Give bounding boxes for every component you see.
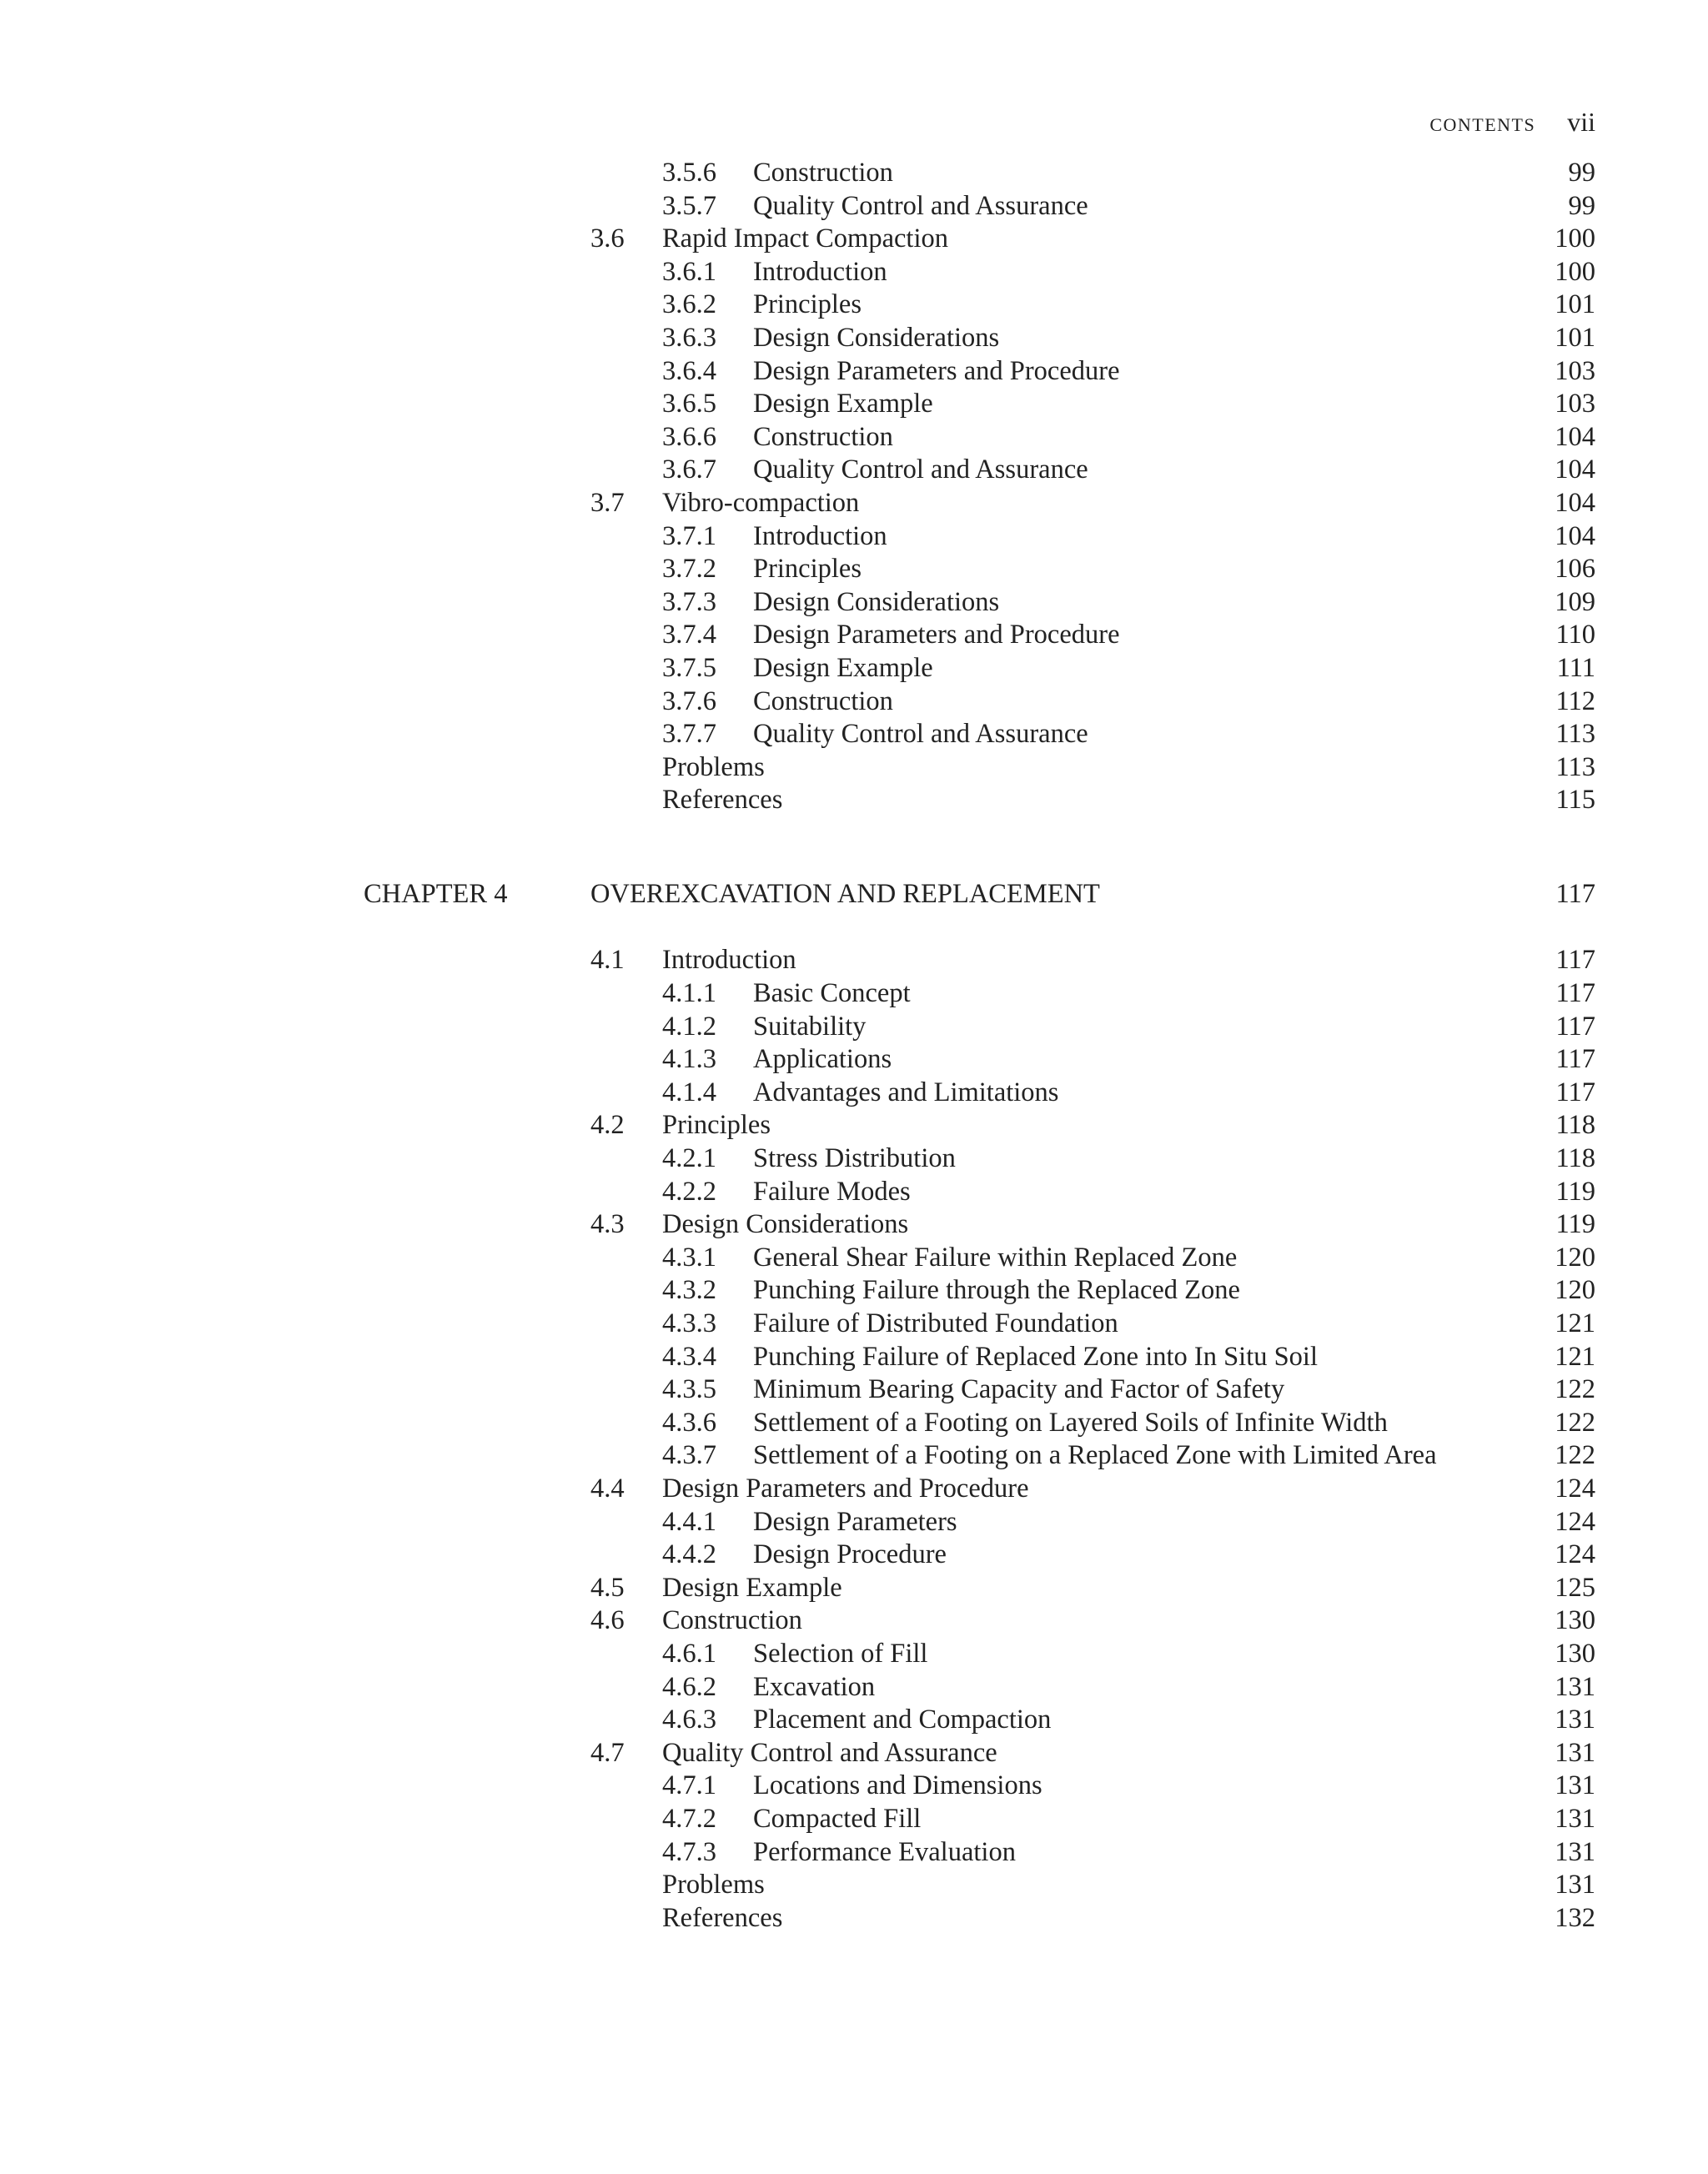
toc-entry-page: 130 bbox=[1555, 1638, 1595, 1669]
toc-section-chapter-3 bbox=[0, 157, 1708, 817]
toc-entry-page: 131 bbox=[1555, 1671, 1595, 1702]
toc-entry-page: 124 bbox=[1555, 1473, 1595, 1504]
toc-entry bbox=[0, 190, 1708, 223]
toc-entry-title: Applications bbox=[753, 1044, 892, 1075]
toc-entry-number: 4.7.3 bbox=[662, 1836, 716, 1867]
toc-entry bbox=[0, 256, 1708, 289]
toc-entry-page: 112 bbox=[1555, 685, 1595, 716]
toc-entry-page: 121 bbox=[1555, 1341, 1595, 1372]
toc-entry bbox=[0, 223, 1708, 256]
toc-entry-page: 130 bbox=[1555, 1605, 1595, 1636]
toc-entry-title: Excavation bbox=[753, 1671, 876, 1702]
toc-entry-number: 4.6.2 bbox=[662, 1671, 716, 1702]
toc-entry-title: Design Parameters and Procedure bbox=[753, 355, 1120, 386]
toc-entry-title: Introduction bbox=[753, 520, 887, 551]
toc-entry bbox=[0, 718, 1708, 751]
toc-entry-page: 109 bbox=[1555, 586, 1595, 617]
chapter-page: 117 bbox=[1555, 878, 1595, 909]
toc-entry-title: Failure of Distributed Foundation bbox=[753, 1308, 1118, 1338]
toc-entry-number: 4.7.2 bbox=[662, 1803, 716, 1834]
toc-entry bbox=[0, 487, 1708, 520]
toc-entry-number: 4.3.7 bbox=[662, 1440, 716, 1471]
toc-entry-title: Design Example bbox=[753, 389, 933, 419]
toc-entry-title: Punching Failure through the Replaced Zone bbox=[753, 1275, 1240, 1306]
toc-entry bbox=[0, 1869, 1708, 1902]
toc-entry-page: 104 bbox=[1555, 487, 1595, 518]
toc-entry bbox=[0, 977, 1708, 1011]
toc-entry-number: 3.6.6 bbox=[662, 421, 716, 452]
toc-entry-title: Introduction bbox=[753, 256, 887, 287]
toc-entry bbox=[0, 1572, 1708, 1605]
toc-entry-number: 3.7.2 bbox=[662, 554, 716, 585]
toc-entry bbox=[0, 1671, 1708, 1705]
toc-entry-number: 3.5.6 bbox=[662, 158, 716, 188]
toc-entry bbox=[0, 157, 1708, 190]
page-number: vii bbox=[1567, 107, 1595, 137]
toc-entry-title: Principles bbox=[753, 289, 862, 320]
running-head: CONTENTS bbox=[1429, 114, 1536, 135]
toc-entry bbox=[0, 355, 1708, 389]
toc-entry-page: 103 bbox=[1555, 389, 1595, 419]
toc-entry-page: 117 bbox=[1555, 1077, 1595, 1107]
toc-entry-page: 106 bbox=[1555, 554, 1595, 585]
toc-entry bbox=[0, 1439, 1708, 1473]
toc-entry-number: 4.3.1 bbox=[662, 1242, 716, 1273]
toc-entry-title: Design Considerations bbox=[662, 1209, 909, 1240]
chapter-heading bbox=[0, 878, 1708, 911]
toc-entry-number: 4.2.1 bbox=[662, 1143, 716, 1174]
toc-entry bbox=[0, 454, 1708, 487]
toc-entry-title: Minimum Bearing Capacity and Factor of Safety bbox=[753, 1374, 1285, 1405]
toc-entry-number: 4.2.2 bbox=[662, 1176, 716, 1207]
toc-entry-title: Design Considerations bbox=[753, 322, 1000, 353]
toc-entry-title: Locations and Dimensions bbox=[753, 1770, 1042, 1801]
toc-entry-number: 4.5 bbox=[590, 1572, 625, 1603]
toc-entry bbox=[0, 1043, 1708, 1077]
toc-entry bbox=[0, 1539, 1708, 1572]
toc-entry-number: 3.6 bbox=[590, 223, 625, 254]
toc-entry-page: 118 bbox=[1555, 1143, 1595, 1174]
toc-entry-title: Suitability bbox=[753, 1011, 867, 1042]
toc-entry-number: 3.6.5 bbox=[662, 389, 716, 419]
toc-entry-page: 117 bbox=[1555, 1011, 1595, 1042]
toc-entry-title: Problems bbox=[662, 751, 765, 782]
toc-entry bbox=[0, 1737, 1708, 1770]
toc-entry-title: Design Parameters and Procedure bbox=[662, 1473, 1029, 1504]
toc-entry-page: 131 bbox=[1555, 1870, 1595, 1900]
toc-entry bbox=[0, 421, 1708, 454]
toc-entry-title: Rapid Impact Compaction bbox=[662, 223, 948, 254]
toc-entry bbox=[0, 1836, 1708, 1870]
toc-entry-page: 122 bbox=[1555, 1440, 1595, 1471]
toc-entry-title: Design Parameters bbox=[753, 1506, 957, 1537]
toc-entry-title: Failure Modes bbox=[753, 1176, 911, 1207]
toc-entry-page: 118 bbox=[1555, 1110, 1595, 1141]
toc-entry bbox=[0, 1407, 1708, 1440]
toc-entry-title: Quality Control and Assurance bbox=[753, 719, 1088, 750]
toc-entry-title: Settlement of a Footing on Layered Soils of Infinite Width bbox=[753, 1407, 1388, 1438]
toc-entry-title: Problems bbox=[662, 1870, 765, 1900]
toc-entry-title: Placement and Compaction bbox=[753, 1705, 1052, 1735]
toc-entry-number: 4.1.4 bbox=[662, 1077, 716, 1107]
toc-entry-title: References bbox=[662, 1902, 783, 1933]
toc-entry-number: 4.6.3 bbox=[662, 1705, 716, 1735]
toc-entry-number: 3.7 bbox=[590, 487, 625, 518]
toc-entry bbox=[0, 553, 1708, 586]
toc-entry-page: 117 bbox=[1555, 945, 1595, 976]
toc-entry-number: 4.1.3 bbox=[662, 1044, 716, 1075]
toc-entry bbox=[0, 1373, 1708, 1407]
toc-entry bbox=[0, 520, 1708, 554]
toc-entry bbox=[0, 1473, 1708, 1506]
toc-entry-number: 3.6.7 bbox=[662, 454, 716, 485]
toc-entry bbox=[0, 784, 1708, 817]
toc-entry-number: 4.2 bbox=[590, 1110, 625, 1141]
toc-entry-page: 100 bbox=[1555, 256, 1595, 287]
toc-entry-number: 3.5.7 bbox=[662, 190, 716, 221]
toc-entry-title: Construction bbox=[753, 158, 893, 188]
toc-entry bbox=[0, 289, 1708, 322]
toc-entry-page: 131 bbox=[1555, 1803, 1595, 1834]
toc-entry-page: 101 bbox=[1555, 289, 1595, 320]
toc-entry-page: 101 bbox=[1555, 322, 1595, 353]
toc-entry bbox=[0, 1506, 1708, 1539]
toc-entry bbox=[0, 944, 1708, 977]
toc-entry-number: 4.4.1 bbox=[662, 1506, 716, 1537]
toc-entry-title: Quality Control and Assurance bbox=[753, 190, 1088, 221]
toc-entry bbox=[0, 1208, 1708, 1242]
toc-entry bbox=[0, 619, 1708, 652]
toc-entry-title: Quality Control and Assurance bbox=[662, 1737, 997, 1768]
toc-entry-page: 119 bbox=[1555, 1176, 1595, 1207]
toc-entry-title: Performance Evaluation bbox=[753, 1836, 1016, 1867]
toc-entry-number: 4.7 bbox=[590, 1737, 625, 1768]
toc-entry bbox=[0, 1308, 1708, 1341]
toc-entry-page: 120 bbox=[1555, 1242, 1595, 1273]
toc-entry-number: 3.7.1 bbox=[662, 520, 716, 551]
toc-entry bbox=[0, 1902, 1708, 1936]
toc-entry-page: 104 bbox=[1555, 454, 1595, 485]
toc-entry bbox=[0, 1242, 1708, 1275]
toc-entry-title: Construction bbox=[753, 685, 893, 716]
toc-entry-page: 121 bbox=[1555, 1308, 1595, 1338]
toc-entry-number: 4.3 bbox=[590, 1209, 625, 1240]
toc-entry-page: 104 bbox=[1555, 421, 1595, 452]
toc-entry bbox=[0, 1011, 1708, 1044]
toc-entry-number: 4.3.4 bbox=[662, 1341, 716, 1372]
toc-entry bbox=[0, 1274, 1708, 1308]
toc-entry-title: Design Parameters and Procedure bbox=[753, 620, 1120, 650]
toc-entry-title: References bbox=[662, 785, 783, 816]
toc-entry-number: 3.7.4 bbox=[662, 620, 716, 650]
toc-entry bbox=[0, 1704, 1708, 1737]
page-header bbox=[1429, 107, 1595, 138]
toc-entry bbox=[0, 586, 1708, 620]
toc-entry-page: 100 bbox=[1555, 223, 1595, 254]
toc-entry-page: 132 bbox=[1555, 1902, 1595, 1933]
toc-entry bbox=[0, 685, 1708, 719]
toc-entry-page: 122 bbox=[1555, 1374, 1595, 1405]
toc-entry-number: 4.6.1 bbox=[662, 1638, 716, 1669]
toc-section-chapter-4 bbox=[0, 944, 1708, 1935]
toc-entry bbox=[0, 322, 1708, 355]
toc-entry-number: 3.7.7 bbox=[662, 719, 716, 750]
toc-entry-number: 3.6.2 bbox=[662, 289, 716, 320]
toc-entry-number: 3.6.4 bbox=[662, 355, 716, 386]
toc-entry-number: 4.1.1 bbox=[662, 978, 716, 1009]
toc-entry-title: Introduction bbox=[662, 945, 796, 976]
toc-entry-title: Basic Concept bbox=[753, 978, 911, 1009]
toc-entry-page: 103 bbox=[1555, 355, 1595, 386]
table-of-contents bbox=[0, 157, 1708, 1935]
toc-entry-title: Selection of Fill bbox=[753, 1638, 928, 1669]
toc-entry bbox=[0, 388, 1708, 421]
toc-entry-number: 3.7.5 bbox=[662, 652, 716, 683]
toc-entry-page: 117 bbox=[1555, 1044, 1595, 1075]
toc-entry-title: Stress Distribution bbox=[753, 1143, 956, 1174]
toc-entry-title: Construction bbox=[753, 421, 893, 452]
toc-entry-page: 111 bbox=[1556, 652, 1595, 683]
toc-entry-page: 131 bbox=[1555, 1836, 1595, 1867]
toc-entry bbox=[0, 1341, 1708, 1374]
toc-entry-page: 117 bbox=[1555, 978, 1595, 1009]
toc-entry bbox=[0, 1176, 1708, 1209]
toc-entry bbox=[0, 1109, 1708, 1142]
toc-entry-title: Quality Control and Assurance bbox=[753, 454, 1088, 485]
chapter-label: CHAPTER 4 bbox=[364, 878, 508, 909]
toc-entry-page: 110 bbox=[1555, 620, 1595, 650]
toc-entry-title: Principles bbox=[662, 1110, 771, 1141]
toc-entry-title: Design Example bbox=[662, 1572, 842, 1603]
toc-entry bbox=[0, 1803, 1708, 1836]
toc-entry-title: Design Considerations bbox=[753, 586, 1000, 617]
toc-entry-number: 4.4.2 bbox=[662, 1539, 716, 1570]
toc-entry-page: 115 bbox=[1555, 785, 1595, 816]
toc-entry-page: 131 bbox=[1555, 1705, 1595, 1735]
toc-entry-number: 4.1 bbox=[590, 945, 625, 976]
toc-entry-number: 3.7.3 bbox=[662, 586, 716, 617]
toc-entry-number: 4.4 bbox=[590, 1473, 625, 1504]
toc-entry-title: Construction bbox=[662, 1605, 802, 1636]
toc-entry-page: 113 bbox=[1555, 751, 1595, 782]
toc-entry bbox=[0, 1077, 1708, 1110]
toc-entry-number: 4.3.6 bbox=[662, 1407, 716, 1438]
toc-entry-number: 3.7.6 bbox=[662, 685, 716, 716]
toc-entry bbox=[0, 1770, 1708, 1803]
toc-entry bbox=[0, 1604, 1708, 1638]
toc-entry-title: Design Procedure bbox=[753, 1539, 947, 1570]
toc-entry bbox=[0, 1638, 1708, 1671]
toc-entry-title: Punching Failure of Replaced Zone into In Situ Soil bbox=[753, 1341, 1318, 1372]
toc-entry-number: 4.3.3 bbox=[662, 1308, 716, 1338]
toc-entry-page: 124 bbox=[1555, 1506, 1595, 1537]
toc-entry-page: 104 bbox=[1555, 520, 1595, 551]
toc-entry-page: 125 bbox=[1555, 1572, 1595, 1603]
toc-entry-number: 4.3.2 bbox=[662, 1275, 716, 1306]
toc-entry-page: 131 bbox=[1555, 1737, 1595, 1768]
toc-entry-page: 99 bbox=[1568, 158, 1595, 188]
toc-entry-page: 124 bbox=[1555, 1539, 1595, 1570]
toc-entry-number: 4.3.5 bbox=[662, 1374, 716, 1405]
toc-entry bbox=[0, 1142, 1708, 1176]
toc-entry-number: 3.6.3 bbox=[662, 322, 716, 353]
toc-entry bbox=[0, 652, 1708, 685]
toc-entry-page: 120 bbox=[1555, 1275, 1595, 1306]
toc-entry-page: 131 bbox=[1555, 1770, 1595, 1801]
toc-entry-number: 3.6.1 bbox=[662, 256, 716, 287]
toc-entry-title: Principles bbox=[753, 554, 862, 585]
toc-entry-title: Vibro-compaction bbox=[662, 487, 860, 518]
toc-entry-page: 113 bbox=[1555, 719, 1595, 750]
toc-entry-title: Compacted Fill bbox=[753, 1803, 922, 1834]
toc-entry-page: 99 bbox=[1568, 190, 1595, 221]
toc-entry-page: 122 bbox=[1555, 1407, 1595, 1438]
toc-entry-number: 4.6 bbox=[590, 1605, 625, 1636]
toc-entry-number: 4.7.1 bbox=[662, 1770, 716, 1801]
chapter-title: OVEREXCAVATION AND REPLACEMENT bbox=[590, 878, 1100, 909]
toc-entry-title: Design Example bbox=[753, 652, 933, 683]
toc-entry-page: 119 bbox=[1555, 1209, 1595, 1240]
toc-entry-title: Settlement of a Footing on a Replaced Zone with Limited Area bbox=[753, 1440, 1437, 1471]
toc-entry-title: Advantages and Limitations bbox=[753, 1077, 1059, 1107]
toc-entry bbox=[0, 751, 1708, 785]
toc-entry-title: General Shear Failure within Replaced Zone bbox=[753, 1242, 1238, 1273]
toc-entry-number: 4.1.2 bbox=[662, 1011, 716, 1042]
